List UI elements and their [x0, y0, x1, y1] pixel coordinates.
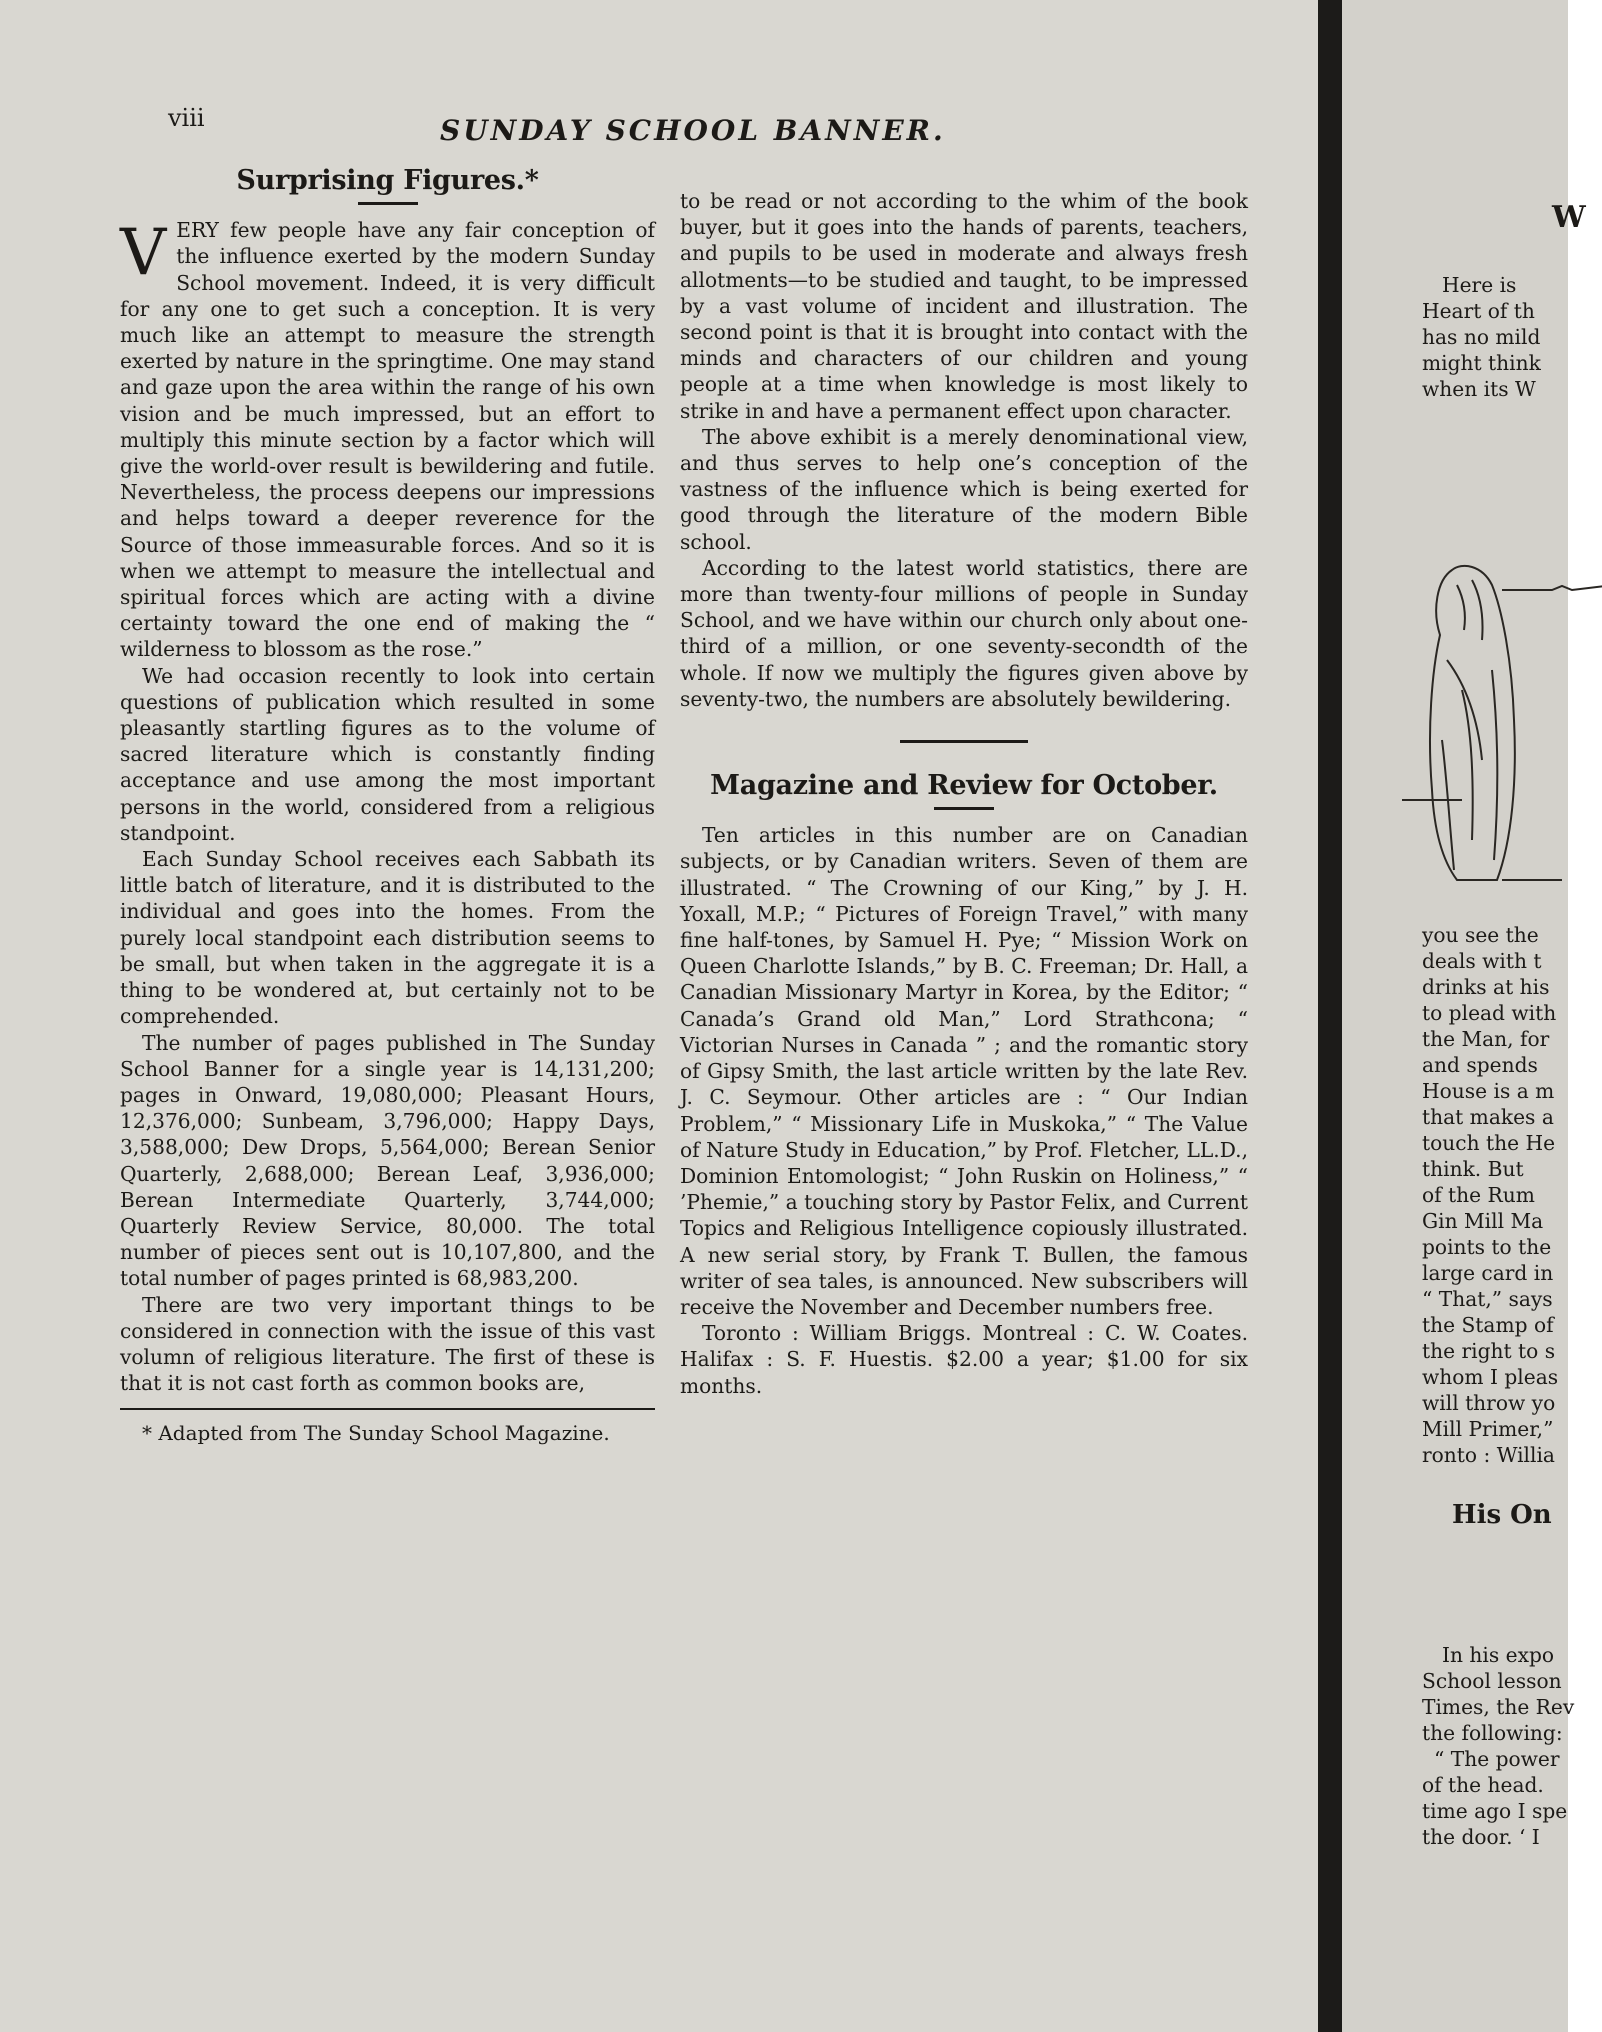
text-line: ronto : Willia [1422, 1443, 1555, 1467]
text-line: House is a m [1422, 1079, 1555, 1103]
text-line: of the Rum [1422, 1183, 1535, 1207]
text-line: Heart of th [1422, 299, 1535, 323]
article-paragraph: VERY few people have any fair conception of the influence exerted by the modern Sunday School movement. Indeed, it is very difficult for any one to get such a conception. It is very much like an attempt to measure the strength exerted by nature in the springtime. One may stand and gaze upon the area within the range of his own vision and be much impressed, but an effort to multiply this minute section by a factor which will give the world-over result is bewildering and futile. Nevertheless, the process deepens our impressions and helps toward a deeper reverence for the Source of those immeasurable forces. And so it is when we attempt to measure the intellectual and spiritual forces which are acting with a divine certainty toward the one end of making the “ wilderness to blossom as the rose.” [120, 216, 655, 662]
text-line: has no mild [1422, 325, 1541, 349]
text-line: the door. ‘ I [1422, 1825, 1540, 1849]
publisher-info: Toronto : William Briggs. Montreal : C. W. Coates. Halifax : S. F. Huestis. $2.00 a year; $1.00 for six months. [680, 1321, 1248, 1398]
text-line: think. But [1422, 1157, 1524, 1181]
binding-gutter [1318, 0, 1342, 2032]
text-line: Times, the Rev [1422, 1695, 1575, 1719]
title-rule [358, 202, 418, 205]
text-line: touch the He [1422, 1131, 1556, 1155]
text-line: large card in [1422, 1261, 1554, 1285]
article-paragraph: We had occasion recently to look into certain questions of publication which resulted in some pleasantly startling figures as to the volume of sacred literature which is constantly finding acceptance and use among the most important persons in the world, considered from a religious standpoint. [120, 663, 655, 845]
running-head: SUNDAY SCHOOL BANNER. [440, 114, 946, 147]
text-line: “ The power [1434, 1747, 1560, 1771]
text-line: the following: [1422, 1721, 1563, 1745]
text-line: Gin Mill Ma [1422, 1209, 1544, 1233]
article-paragraph: According to the latest world statistics, there are more than twenty-four millions of people in Sunday School, and we have within our church only about one-third of a million, or one seventy-secondth of the whole. If now we multiply the figures given above by seventy-two, the numbers are absolutely bewildering. [680, 555, 1248, 711]
right-page-section-title: His On [1452, 1500, 1552, 1530]
article-paragraph: Each Sunday School receives each Sabbath its little batch of literature, and it is distributed to the individual and goes into the homes. From the purely local standpoint each distribution seems to be small, but when taken in the aggregate it is a thing to be wondered at, but certainly not to be comprehended. [120, 847, 655, 1029]
article-paragraph: to be read or not according to the whim of the book buyer, but it goes into the hands of parents, teachers, and pupils to be used in moderate and always fresh allotments—to be studied and taught, to be impressed by a vast volume of incident and illustration. The second point is that it is brought into contact with the minds and characters of our children and young people at a time when knowledge is most likely to strike in and have a permanent effect upon character. [680, 189, 1248, 423]
article-paragraph: Ten articles in this number are on Canadian subjects, or by Canadian writers. Seven of them are illustrated. “ The Crowning of our King,” by J. H. Yoxall, M.P.; “ Pictures of Foreign Travel,” with many fine half-tones, by Samuel H. Pye; “ Mission Work on Queen Charlotte Islands,” by B. C. Freeman; Dr. Hall, a Canadian Missionary Martyr in Korea, by the Editor; “ Canada’s Grand old Man,” Lord Strathcona; “ Victorian Nurses in Canada ” ; and the romantic story of Gipsy Smith, the last article written by the late Rev. J. C. Seymour. Other articles are : “ Our Indian Problem,” “ Missionary Life in Muskoka,” “ The Value of Nature Study in Education,” by Prof. Fletcher, LL.D., Dominion Entomologist; “ John Ruskin on Holiness,” “ ’Phemie,” a touching story by Pastor Felix, and Current Topics and Religious Intelligence copiously illustrated. A new serial story, by Frank T. Bullen, the famous writer of sea tales, is announced. New subscribers will receive the November and December numbers free. [680, 823, 1248, 1319]
footnote: * Adapted from The Sunday School Magazine. [142, 1421, 610, 1446]
left-column [120, 165, 655, 1446]
text-line: to plead with [1422, 1001, 1557, 1025]
text-line: might think [1422, 351, 1541, 375]
article-title-magazine-review: Magazine and Review for October. [710, 770, 1218, 802]
page-number: viii [168, 104, 205, 132]
text-line: time ago I spe [1422, 1799, 1568, 1823]
text-line: In his expo [1442, 1643, 1555, 1667]
text-line: drinks at his [1422, 975, 1550, 999]
right-page [1342, 0, 1586, 2032]
text-line: when its W [1422, 377, 1536, 401]
right-column [680, 188, 1248, 1399]
footnote-rule [120, 1408, 655, 1410]
text-line: that makes a [1422, 1105, 1554, 1129]
text-line: Here is [1442, 273, 1517, 297]
text-line: points to the [1422, 1235, 1552, 1259]
text-line: Mill Primer,” [1422, 1417, 1554, 1441]
text-line: “ That,” says [1422, 1287, 1553, 1311]
illustration-woman-figure [1402, 540, 1602, 900]
text-line: whom I pleas [1422, 1365, 1559, 1389]
right-page-heading: W [1552, 200, 1586, 235]
text-line: and spends [1422, 1053, 1538, 1077]
text-line: the Stamp of [1422, 1313, 1554, 1337]
text-line: deals with t [1422, 949, 1542, 973]
article-paragraph: The number of pages published in The Sunday School Banner for a single year is 14,131,200; pages in Onward, 19,080,000; Pleasant Hours, 12,376,000; Sunbeam, 3,796,000; Happy Days, 3,588,000; Dew Drops, 5,564,000; Berean Senior Quarterly, 2,688,000; Berean Leaf, 3,936,000; Berean Intermediate Quarterly, 3,744,000; Quarterly Review Service, 80,000. The total number of pieces sent out is 10,107,800, and the total number of pages printed is 68,983,200. [120, 1030, 655, 1291]
article-paragraph: There are two very important things to be considered in connection with the issue of this vast volumn of religious literature. The first of these is that it is not cast forth as common books are, [120, 1292, 655, 1396]
article-paragraph: The above exhibit is a merely denominational view, and thus serves to help one’s conception of the vastness of the influence which is being exerted for good through the literature of the modern Bible school. [680, 424, 1248, 554]
text-line: you see the [1422, 923, 1539, 947]
text-line: will throw yo [1422, 1391, 1556, 1415]
text-line: School lesson [1422, 1669, 1562, 1693]
text-line: of the head. [1422, 1773, 1544, 1797]
section-separator [900, 740, 1028, 743]
title-rule [934, 807, 994, 810]
article-title-surprising-figures: Surprising Figures.* [236, 165, 539, 196]
drop-cap: V [120, 216, 167, 291]
text-line: the Man, for [1422, 1027, 1550, 1051]
text-line: the right to s [1422, 1339, 1556, 1363]
